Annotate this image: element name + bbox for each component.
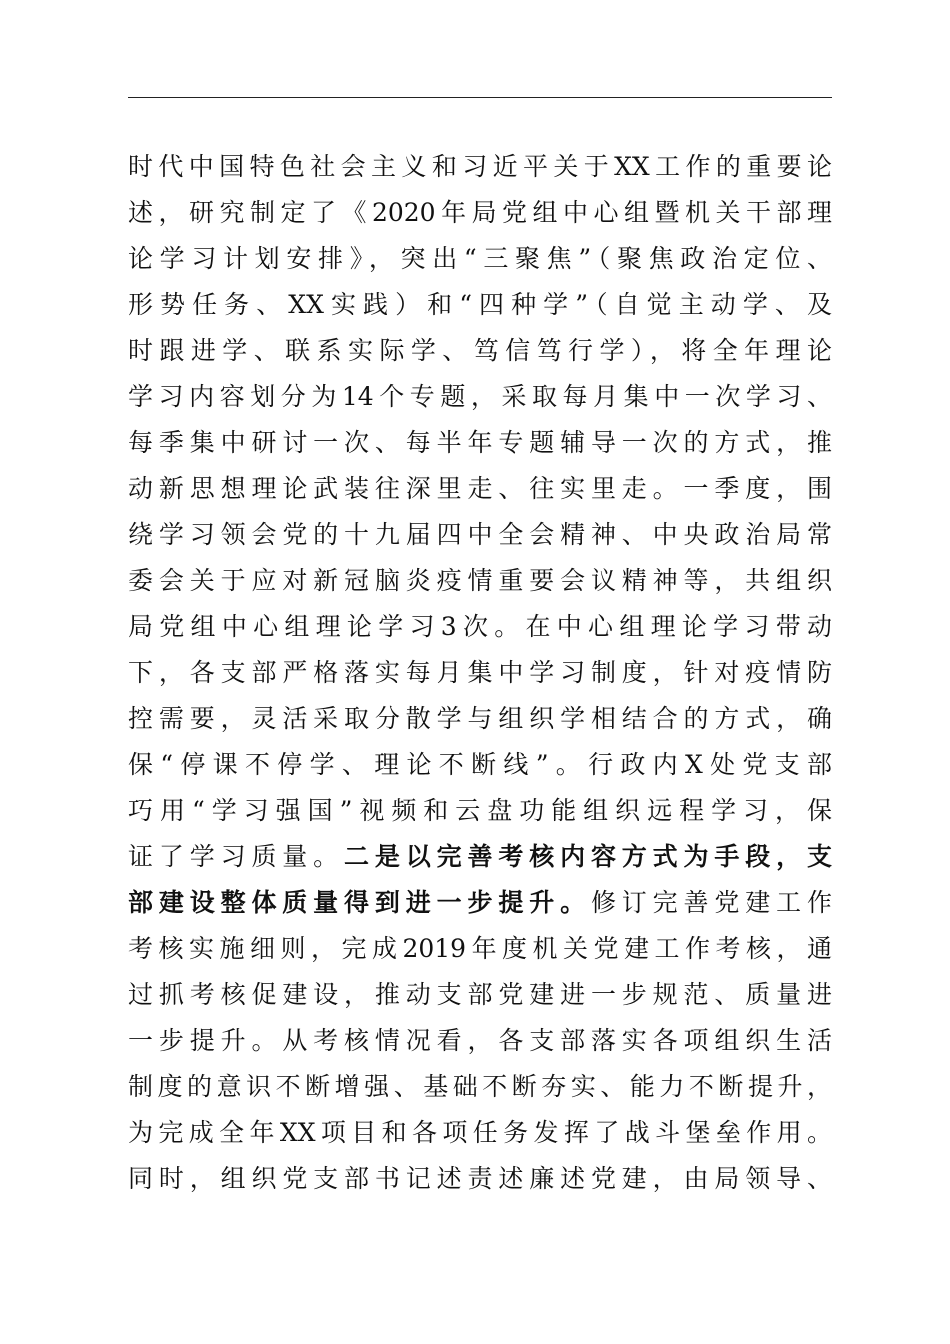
text-line — [128, 374, 832, 420]
text-segment: 下，各支部严格落实每月集中学习制度，针对疫情防 — [128, 658, 832, 687]
text-line — [128, 420, 832, 466]
text-segment: 制度的意识不断增强、基础不断夯实、能力不断提升， — [128, 1072, 832, 1101]
text-segment: 同时，组织党支部书记述责述廉述党建，由局领导、 — [128, 1164, 832, 1193]
text-segment: 修订完善党建工作 — [590, 888, 832, 917]
text-line — [128, 1110, 832, 1156]
text-line — [128, 834, 832, 880]
text-line — [128, 742, 832, 788]
text-segment: 动新思想理论武装往深里走、往实里走。一季度，围 — [128, 474, 832, 503]
text-line — [128, 696, 832, 742]
text-segment: 时跟进学、联系实际学、笃信笃行学），将全年理论 — [128, 336, 832, 365]
bold-text-segment: 部建设整体质量得到进一步提升。 — [128, 888, 591, 917]
document-body — [128, 144, 832, 1202]
text-segment: 一步提升。从考核情况看，各支部落实各项组织生活 — [128, 1026, 832, 1055]
text-segment: 局党组中心组理论学习3次。在中心组理论学习带动 — [128, 612, 832, 641]
text-line — [128, 1156, 832, 1202]
text-segment: 为完成全年XX项目和各项任务发挥了战斗堡垒作用。 — [128, 1118, 832, 1147]
text-segment: 论学习计划安排》，突出“三聚焦”（聚焦政治定位、 — [128, 244, 832, 273]
text-segment: 每季集中研讨一次、每半年专题辅导一次的方式，推 — [128, 428, 832, 457]
text-line — [128, 788, 832, 834]
text-segment: 证了学习质量。 — [128, 842, 345, 871]
text-segment: 保“停课不停学、理论不断线”。行政内X处党支部 — [128, 750, 832, 779]
text-line — [128, 880, 832, 926]
text-line — [128, 604, 832, 650]
text-segment: 形势任务、XX实践）和“四种学”（自觉主动学、及 — [128, 290, 832, 319]
text-line — [128, 328, 832, 374]
text-line — [128, 1018, 832, 1064]
text-line — [128, 144, 832, 190]
text-line — [128, 1064, 832, 1110]
text-line — [128, 558, 832, 604]
text-segment: 述，研究制定了《2020年局党组中心组暨机关干部理 — [128, 198, 832, 227]
text-segment: 绕学习领会党的十九届四中全会精神、中央政治局常 — [128, 520, 832, 549]
text-line — [128, 926, 832, 972]
bold-text-segment: 二是以完善考核内容方式为手段，支 — [344, 842, 832, 871]
text-line — [128, 190, 832, 236]
text-segment: 控需要，灵活采取分散学与组织学相结合的方式，确 — [128, 704, 832, 733]
text-segment: 委会关于应对新冠脑炎疫情重要会议精神等，共组织 — [128, 566, 832, 595]
text-segment: 巧用“学习强国”视频和云盘功能组织远程学习，保 — [128, 796, 832, 825]
text-segment: 时代中国特色社会主义和习近平关于XX工作的重要论 — [128, 152, 832, 181]
text-line — [128, 236, 832, 282]
text-line — [128, 512, 832, 558]
text-line — [128, 282, 832, 328]
text-segment: 学习内容划分为14个专题，采取每月集中一次学习、 — [128, 382, 832, 411]
header-rule — [128, 97, 832, 98]
text-line — [128, 466, 832, 512]
text-line — [128, 650, 832, 696]
text-segment: 考核实施细则，完成2019年度机关党建工作考核，通 — [128, 934, 832, 963]
text-line — [128, 972, 832, 1018]
text-segment: 过抓考核促建设，推动支部党建进一步规范、质量进 — [128, 980, 832, 1009]
